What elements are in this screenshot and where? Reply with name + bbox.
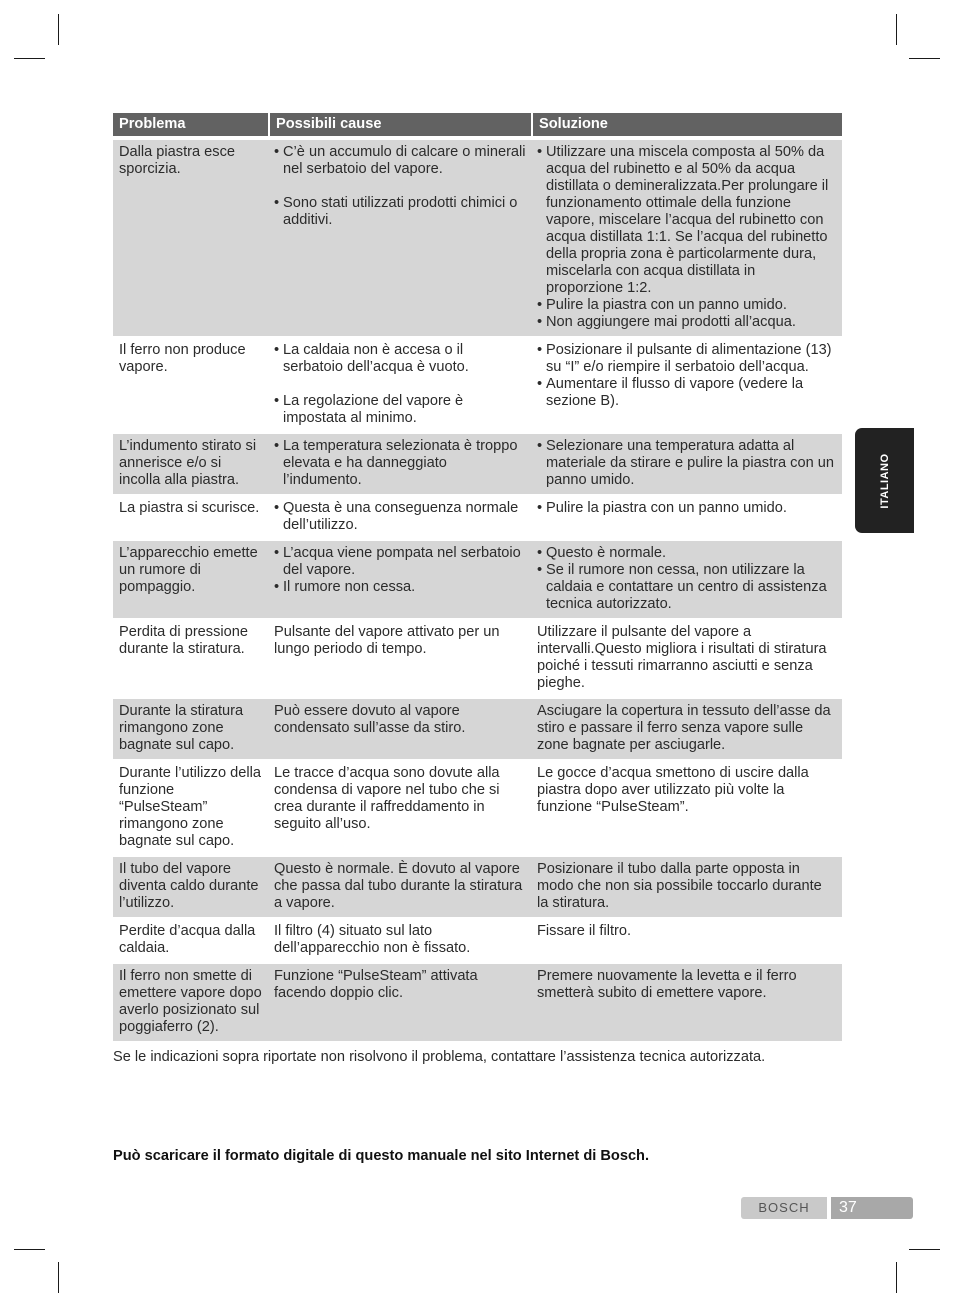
solution-cell — [531, 964, 842, 1043]
table-row — [113, 434, 842, 496]
cause-item: • C’è un accumulo di calcare o minerali nel serbatoio del vapore. — [274, 144, 527, 178]
solution-cell — [531, 541, 842, 620]
solution-item: • Selezionare una temperatura adatta al materiale da stirare e pulire la piastra con un panno umido. — [537, 438, 836, 489]
problem-cell: Perdite d’acqua dalla caldaia. — [113, 919, 268, 964]
solution-cell — [531, 761, 842, 857]
language-tab — [855, 428, 914, 533]
solution-item: Le gocce d’acqua smettono di uscire dalla piastra dopo aver utilizzato più volte la funzione “PulseSteam”. — [537, 765, 809, 815]
solution-item: Asciugare la copertura in tessuto dell’asse da stiro e passare il ferro senza vapore sulle zone bagnate per asciugarle. — [537, 703, 831, 753]
problem-cell: Dalla piastra esce sporcizia. — [113, 140, 268, 338]
solution-cell — [531, 140, 842, 338]
problem-cell: Il ferro non produce vapore. — [113, 338, 268, 434]
solution-cell — [531, 620, 842, 699]
solution-item: • Posizionare il pulsante di alimentazione (13) su “I” e/o riempire il serbatoio dell’acqua. — [537, 342, 836, 376]
table-row — [113, 338, 842, 434]
cause-cell — [268, 857, 531, 919]
cause-cell — [268, 338, 531, 434]
solution-item: Utilizzare il pulsante del vapore a intervalli.Questo migliora i risultati di stiratura poiché i tessuti rimarranno asciutti e senza pieghe. — [537, 624, 827, 691]
language-tab-label: ITALIANO — [878, 452, 891, 509]
cause-item: • La regolazione del vapore è impostata al minimo. — [274, 393, 527, 427]
problem-cell: Durante la stiratura rimangono zone bagnate sul capo. — [113, 699, 268, 761]
cause-cell — [268, 761, 531, 857]
table-row — [113, 140, 842, 338]
table-body — [113, 140, 842, 1043]
table-header-row — [113, 113, 842, 140]
table-row — [113, 496, 842, 541]
solution-item: • Questo è normale. — [537, 545, 836, 562]
spacer — [274, 376, 527, 393]
table-row — [113, 964, 842, 1043]
footer-brand: BOSCH — [741, 1197, 827, 1219]
table-row — [113, 919, 842, 964]
download-note: Può scaricare il formato digitale di questo manuale nel sito Internet di Bosch. — [113, 1148, 650, 1164]
header-problem: Problema — [113, 113, 268, 140]
cause-cell — [268, 964, 531, 1043]
table-row — [113, 761, 842, 857]
cause-item: Il filtro (4) situato sul lato dell’apparecchio non è fissato. — [274, 923, 471, 956]
problem-cell: La piastra si scurisce. — [113, 496, 268, 541]
cause-cell — [268, 620, 531, 699]
header-solution: Soluzione — [531, 113, 842, 140]
table-header — [113, 113, 842, 140]
crop-mark — [58, 14, 59, 45]
cause-cell — [268, 496, 531, 541]
problem-cell: L’apparecchio emette un rumore di pompaggio. — [113, 541, 268, 620]
solution-cell — [531, 434, 842, 496]
solution-cell — [531, 338, 842, 434]
crop-mark — [896, 1262, 897, 1293]
solution-item: • Aumentare il flusso di vapore (vedere la sezione B). — [537, 376, 836, 410]
solution-cell — [531, 857, 842, 919]
crop-mark — [909, 1249, 940, 1250]
cause-item: • L’acqua viene pompata nel serbatoio del vapore. — [274, 545, 527, 579]
problem-cell: L’indumento stirato si annerisce e/o si incolla alla piastra. — [113, 434, 268, 496]
crop-mark — [896, 14, 897, 45]
cause-item: Funzione “PulseSteam” attivata facendo doppio clic. — [274, 968, 478, 1001]
problem-cell: Durante l’utilizzo della funzione “PulseSteam” rimangono zone bagnate sul capo. — [113, 761, 268, 857]
solution-item: Premere nuovamente la levetta e il ferro smetterà subito di emettere vapore. — [537, 968, 797, 1001]
cause-item: Pulsante del vapore attivato per un lungo periodo di tempo. — [274, 624, 500, 657]
table-row — [113, 699, 842, 761]
page-number: 37 — [831, 1197, 913, 1219]
problem-cell: Il tubo del vapore diventa caldo durante l’utilizzo. — [113, 857, 268, 919]
table-row — [113, 620, 842, 699]
cause-cell — [268, 434, 531, 496]
solution-item: • Utilizzare una miscela composta al 50% da acqua del rubinetto e al 50% da acqua distillata o demineralizzata.Per prolungare il funzionamento ottimale della funzione vapore, miscelare l’acqua del rubinetto con acqua distillata 1:1. Se l’acqua del rubinetto della propria zona è particolarmente dura, miscelarla con acqua distillata in proporzione 1:2. — [537, 144, 836, 297]
cause-item: • La temperatura selezionata è troppo elevata e ha danneggiato l’indumento. — [274, 438, 527, 489]
solution-item: Posizionare il tubo dalla parte opposta in modo che non sia possibile toccarlo durante la stiratura. — [537, 861, 822, 911]
crop-mark — [58, 1262, 59, 1293]
troubleshooting-table — [113, 113, 842, 1043]
header-causes: Possibili cause — [268, 113, 531, 140]
problem-cell: Perdita di pressione durante la stiratura. — [113, 620, 268, 699]
cause-item: • Sono stati utilizzati prodotti chimici o additivi. — [274, 195, 527, 229]
cause-item: Questo è normale. È dovuto al vapore che passa dal tubo durante la stiratura a vapore. — [274, 861, 523, 911]
problem-cell: Il ferro non smette di emettere vapore dopo averlo posizionato sul poggiaferro (2). — [113, 964, 268, 1043]
cause-item: • Questa è una conseguenza normale dell’utilizzo. — [274, 500, 527, 534]
table-row — [113, 541, 842, 620]
cause-item: • La caldaia non è accesa o il serbatoio dell’acqua è vuoto. — [274, 342, 527, 376]
cause-item: Può essere dovuto al vapore condensato sull’asse da stiro. — [274, 703, 466, 736]
cause-cell — [268, 699, 531, 761]
cause-cell — [268, 140, 531, 338]
crop-mark — [14, 1249, 45, 1250]
spacer — [274, 178, 527, 195]
solution-item: • Pulire la piastra con un panno umido. — [537, 500, 836, 517]
crop-mark — [909, 58, 940, 59]
crop-mark — [14, 58, 45, 59]
solution-item: • Pulire la piastra con un panno umido. — [537, 297, 836, 314]
solution-item: Fissare il filtro. — [537, 923, 632, 939]
solution-item: • Non aggiungere mai prodotti all’acqua. — [537, 314, 836, 331]
cause-item: • Il rumore non cessa. — [274, 579, 527, 596]
cause-cell — [268, 919, 531, 964]
solution-cell — [531, 496, 842, 541]
cause-item: Le tracce d’acqua sono dovute alla condensa di vapore nel tubo che si crea durante il raffreddamento in seguito all’uso. — [274, 765, 500, 832]
solution-item: • Se il rumore non cessa, non utilizzare la caldaia e contattare un centro di assistenza tecnica autorizzato. — [537, 562, 836, 613]
support-note: Se le indicazioni sopra riportate non risolvono il problema, contattare l’assistenza tecnica autorizzata. — [113, 1049, 766, 1065]
table-row — [113, 857, 842, 919]
cause-cell — [268, 541, 531, 620]
solution-cell — [531, 699, 842, 761]
solution-cell — [531, 919, 842, 964]
